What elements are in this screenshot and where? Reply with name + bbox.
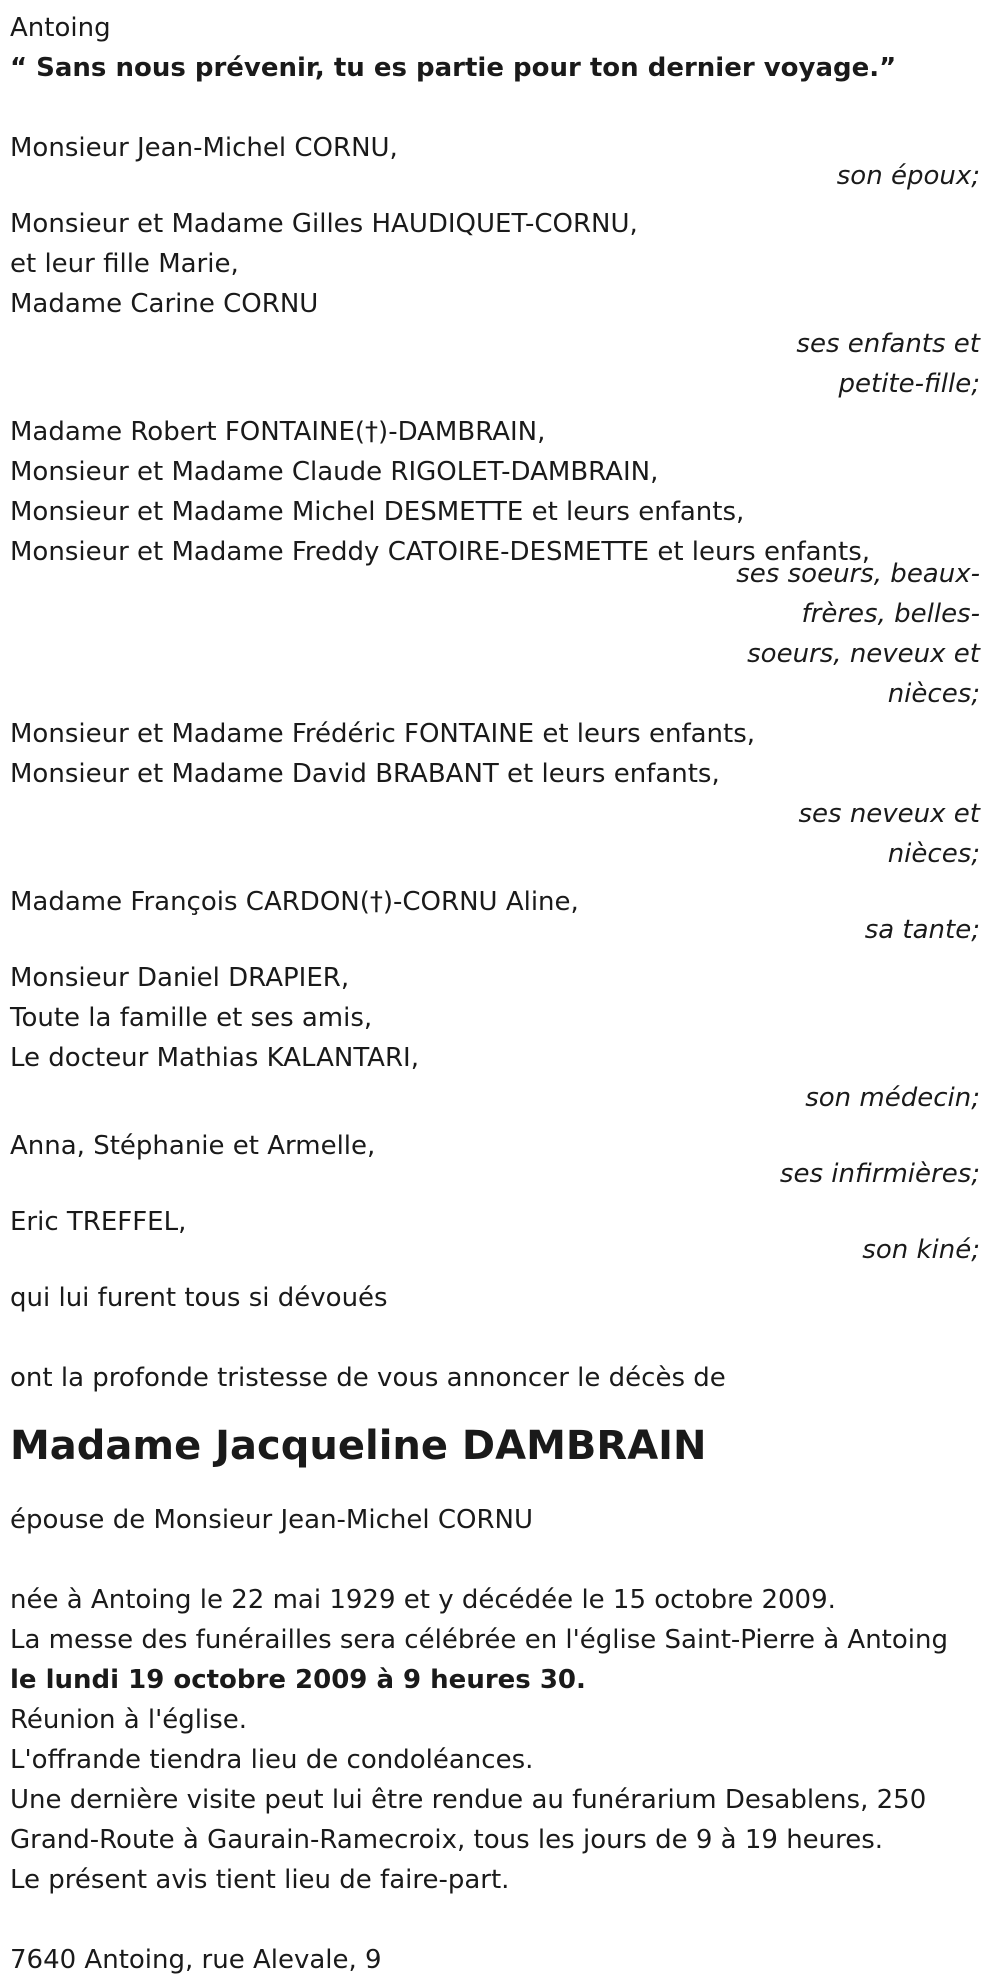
family-group-spouse	[10, 128, 990, 196]
birth-death-line: née à Antoing le 22 mai 1929 et y décédée le 15 octobre 2009.	[10, 1585, 836, 1615]
relation-label: son kiné;	[862, 1235, 980, 1265]
epitaph-quote: “ Sans nous prévenir, tu es partie pour ton dernier voyage.”	[10, 53, 897, 83]
relation-label: ses enfants et	[796, 329, 980, 359]
family-group-physio	[10, 1202, 990, 1270]
family-name-line: Madame Robert FONTAINE(†)-DAMBRAIN,	[10, 417, 546, 447]
meeting-line: Réunion à l'église.	[10, 1705, 248, 1735]
relation-label: nièces;	[887, 679, 980, 709]
deceased-name: Madame Jacqueline DAMBRAIN	[10, 1423, 707, 1469]
family-name-line: Monsieur Daniel DRAPIER,	[10, 963, 350, 993]
family-group-nephews	[10, 714, 990, 874]
relation-label: frères, belles-	[801, 599, 980, 629]
visit-line: Une dernière visite peut lui être rendue au funérarium Desablens, 250	[10, 1785, 927, 1815]
family-group-doctor	[10, 958, 990, 1118]
relation-label: nièces;	[887, 839, 980, 869]
family-name-line: Monsieur et Madame Freddy CATOIRE-DESMETTE et leurs enfants,	[10, 537, 871, 567]
visit-line: Grand-Route à Gaurain-Ramecroix, tous les jours de 9 à 19 heures.	[10, 1825, 884, 1855]
address-line: 7640 Antoing, rue Alevale, 9	[10, 1945, 382, 1975]
relation-label: sa tante;	[864, 915, 980, 945]
offering-line: L'offrande tiendra lieu de condoléances.	[10, 1745, 534, 1775]
mass-line: La messe des funérailles sera célébrée en l'église Saint-Pierre à Antoing	[10, 1625, 948, 1655]
relation-label: ses soeurs, beaux-	[736, 559, 980, 589]
family-name-line: Monsieur et Madame David BRABANT et leurs enfants,	[10, 759, 720, 789]
relation-label: ses infirmières;	[779, 1159, 980, 1189]
notice-line: Le présent avis tient lieu de faire-part.	[10, 1865, 510, 1895]
relation-label: son médecin;	[805, 1083, 980, 1113]
family-name-line: Monsieur et Madame Michel DESMETTE et leurs enfants,	[10, 497, 745, 527]
family-name-line: Toute la famille et ses amis,	[10, 1003, 373, 1033]
family-name-line: Madame François CARDON(†)-CORNU Aline,	[10, 887, 579, 917]
relation-label: son époux;	[836, 161, 980, 191]
family-name-line: Le docteur Mathias KALANTARI,	[10, 1043, 419, 1073]
relation-label: soeurs, neveux et	[747, 639, 980, 669]
family-name-line: et leur fille Marie,	[10, 249, 239, 279]
family-name-line: Anna, Stéphanie et Armelle,	[10, 1131, 376, 1161]
family-group-siblings	[10, 412, 990, 714]
family-group-aunt	[10, 882, 990, 950]
family-group-nurses	[10, 1126, 990, 1194]
family-name-line: Monsieur et Madame Frédéric FONTAINE et leurs enfants,	[10, 719, 756, 749]
family-name-line: Eric TREFFEL,	[10, 1207, 187, 1237]
announcement-line: ont la profonde tristesse de vous annoncer le décès de	[10, 1363, 726, 1393]
family-group-children	[10, 204, 990, 404]
family-name-line: Monsieur Jean-Michel CORNU,	[10, 133, 398, 163]
family-name-line: Madame Carine CORNU	[10, 289, 319, 319]
family-name-line: Monsieur et Madame Gilles HAUDIQUET-CORNU,	[10, 209, 638, 239]
family-name-line: Monsieur et Madame Claude RIGOLET-DAMBRAIN,	[10, 457, 659, 487]
relation-label: petite-fille;	[838, 369, 980, 399]
devoted-line: qui lui furent tous si dévoués	[10, 1283, 388, 1313]
funeral-date-line: le lundi 19 octobre 2009 à 9 heures 30.	[10, 1665, 586, 1695]
spouse-line: épouse de Monsieur Jean-Michel CORNU	[10, 1505, 534, 1535]
town-label: Antoing	[10, 13, 111, 43]
relation-label: ses neveux et	[798, 799, 980, 829]
